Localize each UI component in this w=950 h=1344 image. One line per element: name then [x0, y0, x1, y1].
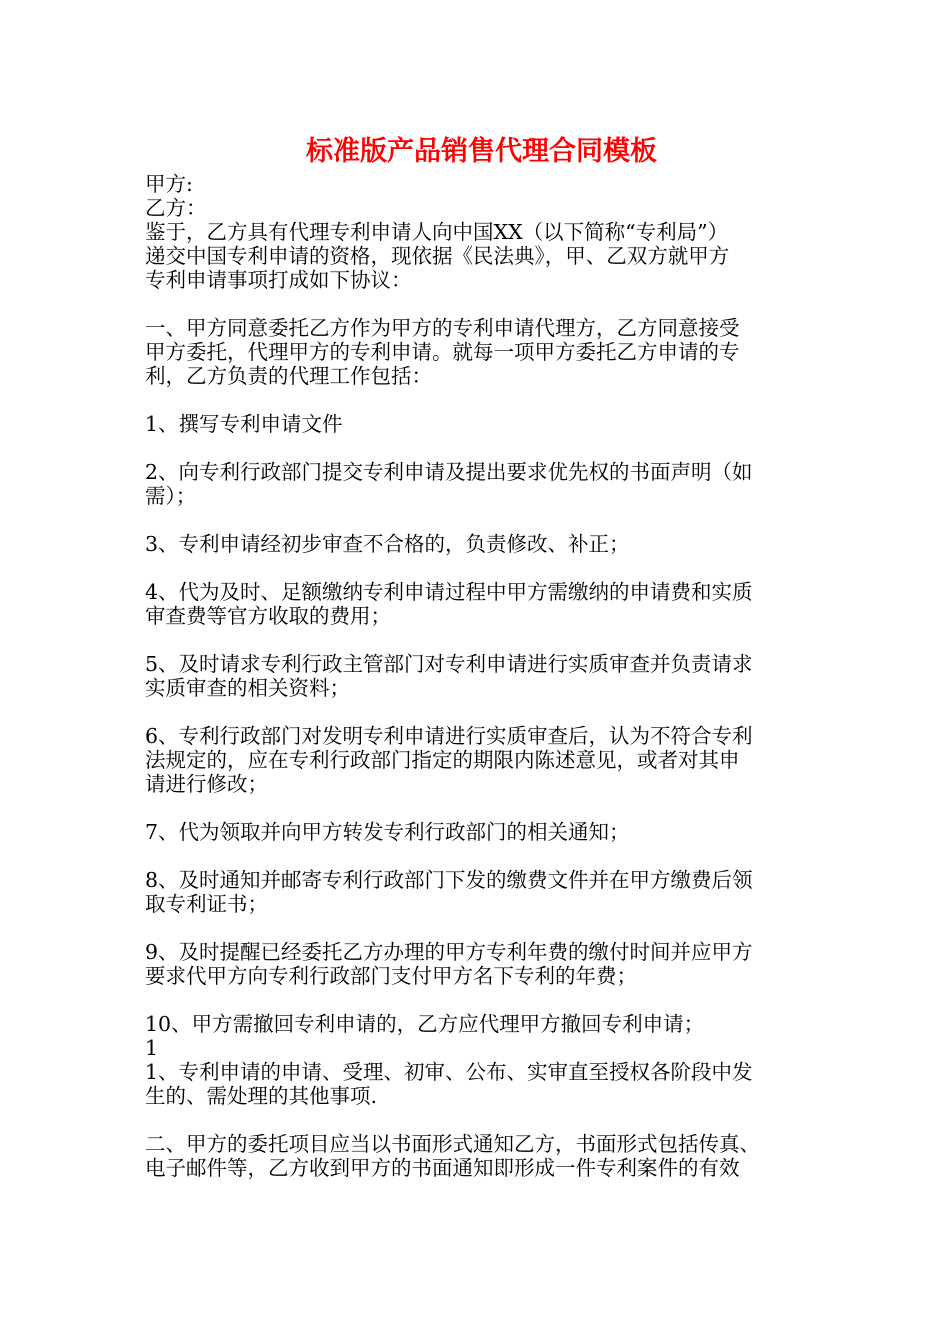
blank-line: [145, 556, 810, 580]
text-line: 电子邮件等，乙方收到甲方的书面通知即形成一件专利案件的有效: [145, 1156, 740, 1180]
text-line: 7、代为领取并向甲方转发专利行政部门的相关通知；: [145, 820, 630, 844]
text-line: 专利申请事项打成如下协议：: [145, 268, 412, 292]
text-line: 甲方:: [145, 172, 193, 196]
text-line: 1、专利申请的申请、受理、初审、公布、实审直至授权各阶段中发: [145, 1060, 753, 1084]
blank-line: [145, 916, 810, 940]
blank-line: [145, 700, 810, 724]
blank-line: [145, 292, 810, 316]
document-title: 标准版产品销售代理合同模板: [306, 136, 657, 167]
text-line: 请进行修改；: [145, 772, 268, 796]
blank-line: [145, 988, 810, 1012]
text-line: 鉴于，乙方具有代理专利申请人向中国XX（以下简称“专利局”）: [145, 220, 729, 244]
text-line: 乙方：: [145, 196, 207, 220]
blank-line: [145, 844, 810, 868]
blank-line: [145, 388, 810, 412]
blank-line: [145, 796, 810, 820]
document-page: [145, 132, 810, 1180]
blank-line: [145, 436, 810, 460]
text-line: 5、及时请求专利行政主管部门对专利申请进行实质审查并负责请求: [145, 652, 753, 676]
text-line: 递交中国专利申请的资格，现依据《民法典》，甲、乙双方就甲方: [145, 244, 730, 268]
text-line: 4、代为及时、足额缴纳专利申请过程中甲方需缴纳的申请费和实质: [145, 580, 753, 604]
text-line: 要求代甲方向专利行政部门支付甲方名下专利的年费；: [145, 964, 637, 988]
blank-line: [145, 508, 810, 532]
text-line: 一、甲方同意委托乙方作为甲方的专利申请代理方，乙方同意接受: [145, 316, 740, 340]
text-line: 法规定的，应在专利行政部门指定的期限内陈述意见，或者对其申: [145, 748, 740, 772]
blank-line: [145, 1108, 810, 1132]
text-line: 生的、需处理的其他事项.: [145, 1084, 378, 1108]
text-line: 6、专利行政部门对发明专利申请进行实质审查后，认为不符合专利: [145, 724, 753, 748]
text-line: 需）；: [145, 484, 197, 508]
text-line: 2、向专利行政部门提交专利申请及提出要求优先权的书面声明（如: [145, 460, 753, 484]
text-line: 10、甲方需撤回专利申请的，乙方应代理甲方撤回专利申请；: [145, 1012, 705, 1036]
text-line: 实质审查的相关资料；: [145, 676, 350, 700]
text-line: 9、及时提醒已经委托乙方办理的甲方专利年费的缴付时间并应甲方: [145, 940, 753, 964]
text-line: 1、撰写专利申请文件: [145, 412, 343, 436]
text-line: 二、甲方的委托项目应当以书面形式通知乙方，书面形式包括传真、: [145, 1132, 760, 1156]
text-line: 3、专利申请经初步审查不合格的，负责修改、补正；: [145, 532, 630, 556]
text-line: 8、及时通知并邮寄专利行政部门下发的缴费文件并在甲方缴费后领: [145, 868, 753, 892]
text-line: 审查费等官方收取的费用；: [145, 604, 391, 628]
document-body: [145, 172, 810, 1180]
blank-line: [145, 628, 810, 652]
text-line: 甲方委托，代理甲方的专利申请。就每一项甲方委托乙方申请的专: [145, 340, 740, 364]
text-line: 取专利证书；: [145, 892, 268, 916]
text-line: 利，乙方负责的代理工作包括：: [145, 364, 432, 388]
text-line: 1: [145, 1036, 159, 1060]
